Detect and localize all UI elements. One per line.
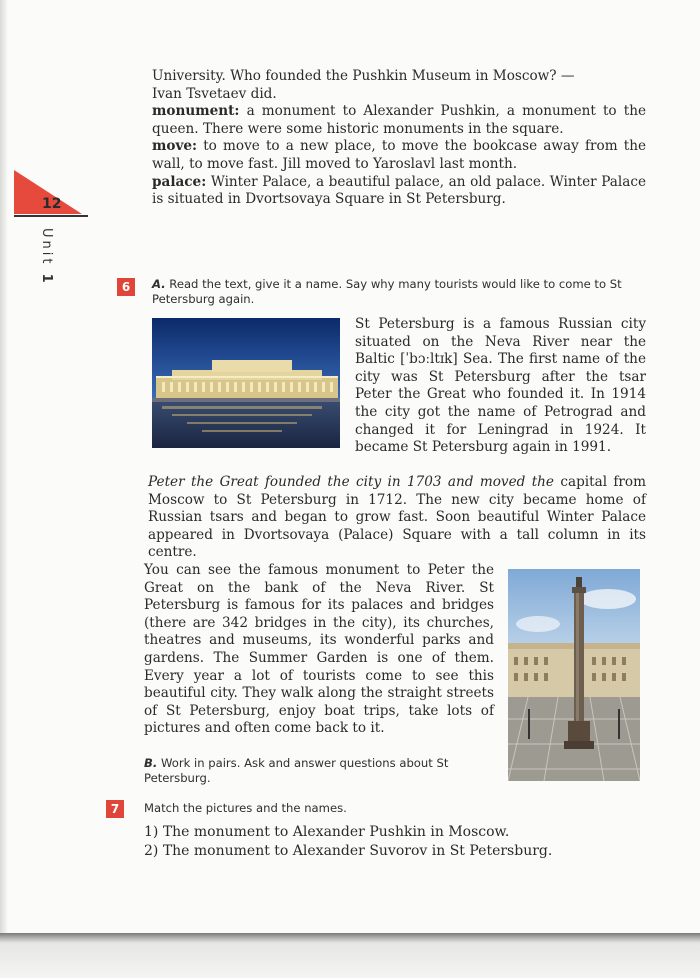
part-a-text: Read the text, give it a name. Say why many tourists would like to come to St Petersburg again. (152, 277, 622, 306)
part-a-label: A. (152, 277, 166, 291)
def-monument: a monument to Alexander Pushkin, a monument to the queen. There were some historic monuments in the square. (152, 103, 646, 137)
entry-move (152, 138, 646, 173)
entry-monument (152, 103, 646, 138)
alexander-column-photo (508, 569, 640, 781)
part-b-label: B. (144, 756, 158, 770)
def-palace: Winter Palace, a beautiful palace, an old palace. Winter Palace is situated in Dvortsovaya Square in St Petersburg. (152, 173, 646, 208)
exercise-6-part-b (144, 756, 496, 786)
glossary-line-2: Ivan Tsvetaev did. (152, 85, 277, 102)
page-bottom-edge (0, 933, 700, 978)
unit-label (40, 228, 54, 286)
paragraph-1: St Petersburg is a famous Russian city situated on the Neva River near the Baltic [ˈbɔːltɪk] Sea. The first name of the city was St Petersburg after the tsar Peter the Great who founded it. In 1914 the city got the name of Petrograd and changed it for Leningrad in 1924. It became St Petersburg again in 1991. (355, 316, 646, 456)
term-move: move: (152, 138, 198, 155)
part-b-text: Work in pairs. Ask and answer questions about St Petersburg. (144, 756, 449, 785)
paragraph-2 (148, 474, 646, 562)
winter-palace-illustration (152, 318, 340, 448)
glossary-line-1: University. Who founded the Pushkin Museum in Moscow? — (152, 68, 575, 84)
exercise-7-instruction: Match the pictures and the names. (144, 801, 347, 815)
winter-palace-photo (152, 318, 340, 448)
unit-word: Unit (39, 228, 54, 267)
unit-number: 1 (39, 273, 54, 286)
paragraph-3: You can see the famous monument to Peter the Great on the bank of the Neva River. St Petersburg is famous for its palaces and bridges (there are 342 bridges in the city), its churches, theatres and museums, its wonderful parks and gardens. The Summer Garden is one of them. Every year a lot of tourists come to see this beautiful city. They walk along the straight streets of St Petersburg, enjoy boat trips, take lots of pictures and often come back to it. (144, 562, 494, 737)
exercise-6-number: 6 (117, 278, 135, 296)
paragraph-2-italic: Peter the Great founded the city in 1703 and moved the (148, 474, 554, 490)
page-number: 12 (42, 196, 62, 212)
term-monument: monument: (152, 103, 240, 120)
alexander-column-illustration (508, 569, 640, 781)
page-edge-shadow (0, 0, 8, 940)
def-move: to move to a new place, to move the bookcase away from the wall, to move fast. Jill moved to Yaroslavl last month. (152, 138, 647, 172)
glossary (152, 68, 646, 209)
paragraph-2-rest: capital from Moscow to St Petersburg in 1712. The new city became home of Russian tsars and began to grow fast. Soon beautiful Winter Palace appeared in Dvortsovaya (Palace) Square with a tall column in its centre. (148, 474, 647, 561)
match-item-2: 2) The monument to Alexander Suvorov in St Petersburg. (144, 843, 553, 859)
exercise-7-number: 7 (106, 800, 124, 818)
entry-palace (152, 174, 646, 209)
term-palace: palace: (152, 173, 207, 190)
match-item-1: 1) The monument to Alexander Pushkin in Moscow. (144, 824, 510, 840)
exercise-6-instruction (152, 277, 646, 307)
tab-divider (14, 215, 88, 217)
